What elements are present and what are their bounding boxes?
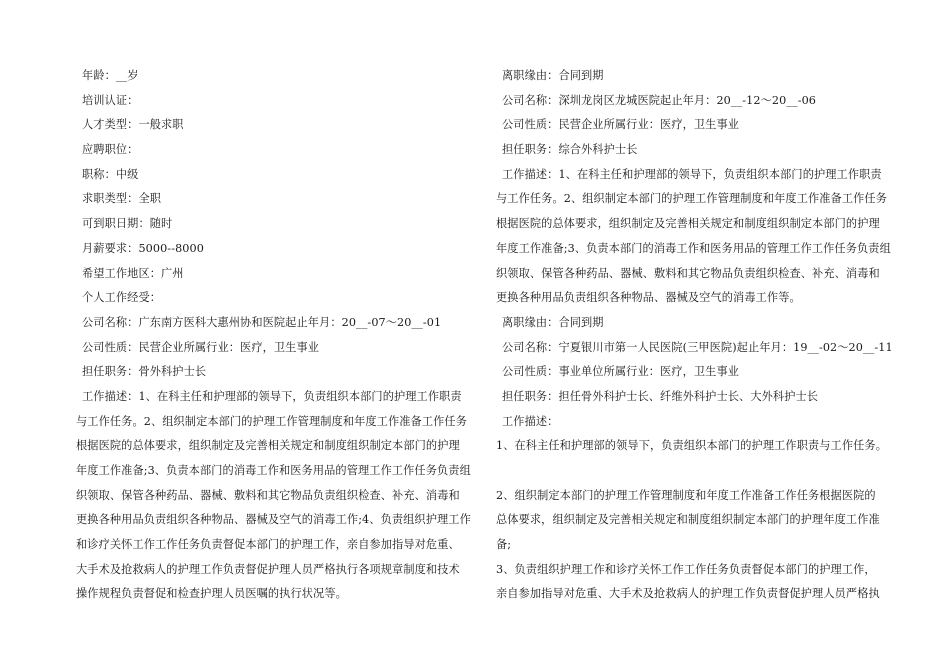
company-name-line: 公司名称：宁夏银川市第一人民医院(三甲医院)起止年月：19__-02～20__-11 — [502, 340, 893, 354]
leave-reason-line: 离职缘由：合同到期 — [502, 69, 604, 82]
job-description-line: 根据医院的总体要求，组织制定及完善相关规定和制度组织制定本部门的护理 — [496, 217, 880, 231]
job-description-line: 更换各种用品负责组织各种物品、器械及空气的消毒工作;4、负责组织护理工作 — [76, 513, 471, 527]
paragraph-gap — [496, 459, 882, 484]
job-description-line: 和诊疗关怀工作工作任务负责督促本部门的护理工作，亲自参加指导对危重、 — [76, 538, 460, 552]
job-description-line: 织领取、保管各种药品、器械、敷料和其它物品负责组织检查、补充、消毒和 — [76, 488, 460, 502]
job-description-line: 年度工作准备;3、负责本部门的消毒工作和医务用品的管理工作工作任务负责组 — [76, 464, 471, 477]
left-column — [76, 64, 471, 607]
job-description-line: 与工作任务。2、组织制定本部门的护理工作管理制度和年度工作准备工作任务 — [496, 192, 887, 206]
job-duty-item: 1、在科主任和护理部的领导下，负责组织本部门的护理工作职责与工作任务。 — [496, 439, 887, 453]
job-description-line: 操作规程负责督促和检查护理人员医嘱的执行状况等。 — [76, 587, 347, 601]
position-held-line: 担任职务：担任骨外科护士长、纤维外科护士长、大外科护士长 — [502, 389, 819, 403]
job-description-line: 工作描述：1、在科主任和护理部的领导下，负责组织本部门的护理工作职责 — [82, 389, 462, 403]
company-name-line: 公司名称：深圳龙岗区龙城医院起止年月：20__-12～20__-06 — [502, 93, 817, 107]
company-nature-line: 公司性质：民营企业所属行业：医疗，卫生事业 — [502, 118, 740, 132]
job-description-line: 工作描述：1、在科主任和护理部的领导下，负责组织本部门的护理工作职责 — [502, 167, 882, 181]
job-description-line: 根据医院的总体要求，组织制定及完善相关规定和制度组织制定本部门的护理 — [76, 439, 460, 453]
salary-requirement-line: 月薪要求：5000--8000 — [82, 241, 204, 255]
job-duty-item: 3、负责组织护理工作和诊疗关怀工作工作任务负责督促本部门的护理工作， — [496, 562, 876, 576]
position-held-line: 担任职务：综合外科护士长 — [502, 143, 638, 157]
job-description-heading: 工作描述： — [502, 414, 559, 428]
leave-reason-line: 离职缘由：合同到期 — [502, 315, 604, 329]
job-description-line: 织领取、保管各种药品、器械、敷料和其它物品负责组织检查、补充、消毒和 — [496, 266, 880, 280]
right-column — [496, 64, 893, 607]
position-held-line: 担任职务：骨外科护士长 — [82, 365, 207, 379]
desired-location-line: 希望工作地区：广州 — [82, 266, 184, 280]
job-title-line: 职称：中级 — [82, 167, 139, 181]
job-description-line: 年度工作准备;3、负责本部门的消毒工作和医务用品的管理工作工作任务负责组 — [496, 241, 891, 255]
job-duty-item: 总体要求，组织制定及完善相关规定和制度组织制定本部门的护理年度工作准 — [496, 513, 880, 527]
company-nature-line: 公司性质：事业单位所属行业：医疗，卫生事业 — [502, 365, 740, 379]
available-date-line: 可到职日期：随时 — [82, 217, 173, 231]
job-duty-item: 亲自参加指导对危重、大手术及抢救病人的护理工作负责督促护理人员严格执 — [496, 587, 880, 601]
job-description-line: 更换各种用品负责组织各种物品、器械及空气的消毒工作等。 — [496, 291, 801, 305]
age-line: 年龄：__岁 — [82, 69, 139, 82]
job-duty-item: 备; — [496, 538, 512, 552]
applied-position-line: 应聘职位： — [82, 143, 139, 157]
company-nature-line: 公司性质：民营企业所属行业：医疗，卫生事业 — [82, 340, 320, 354]
job-description-line: 与工作任务。2、组织制定本部门的护理工作管理制度和年度工作准备工作任务 — [76, 414, 467, 428]
work-experience-heading: 个人工作经受： — [82, 291, 162, 305]
talent-type-line: 人才类型：一般求职 — [82, 118, 184, 132]
job-type-line: 求职类型：全职 — [82, 192, 162, 206]
training-certification-line: 培训认证： — [82, 93, 139, 107]
job-duty-item: 2、组织制定本部门的护理工作管理制度和年度工作准备工作任务根据医院的 — [496, 488, 876, 502]
job-description-line: 大手术及抢救病人的护理工作负责督促护理人员严格执行各项规章制度和技术 — [76, 562, 460, 576]
company-name-line: 公司名称：广东南方医科大惠州协和医院起止年月：20__-07～20__-01 — [82, 315, 442, 329]
